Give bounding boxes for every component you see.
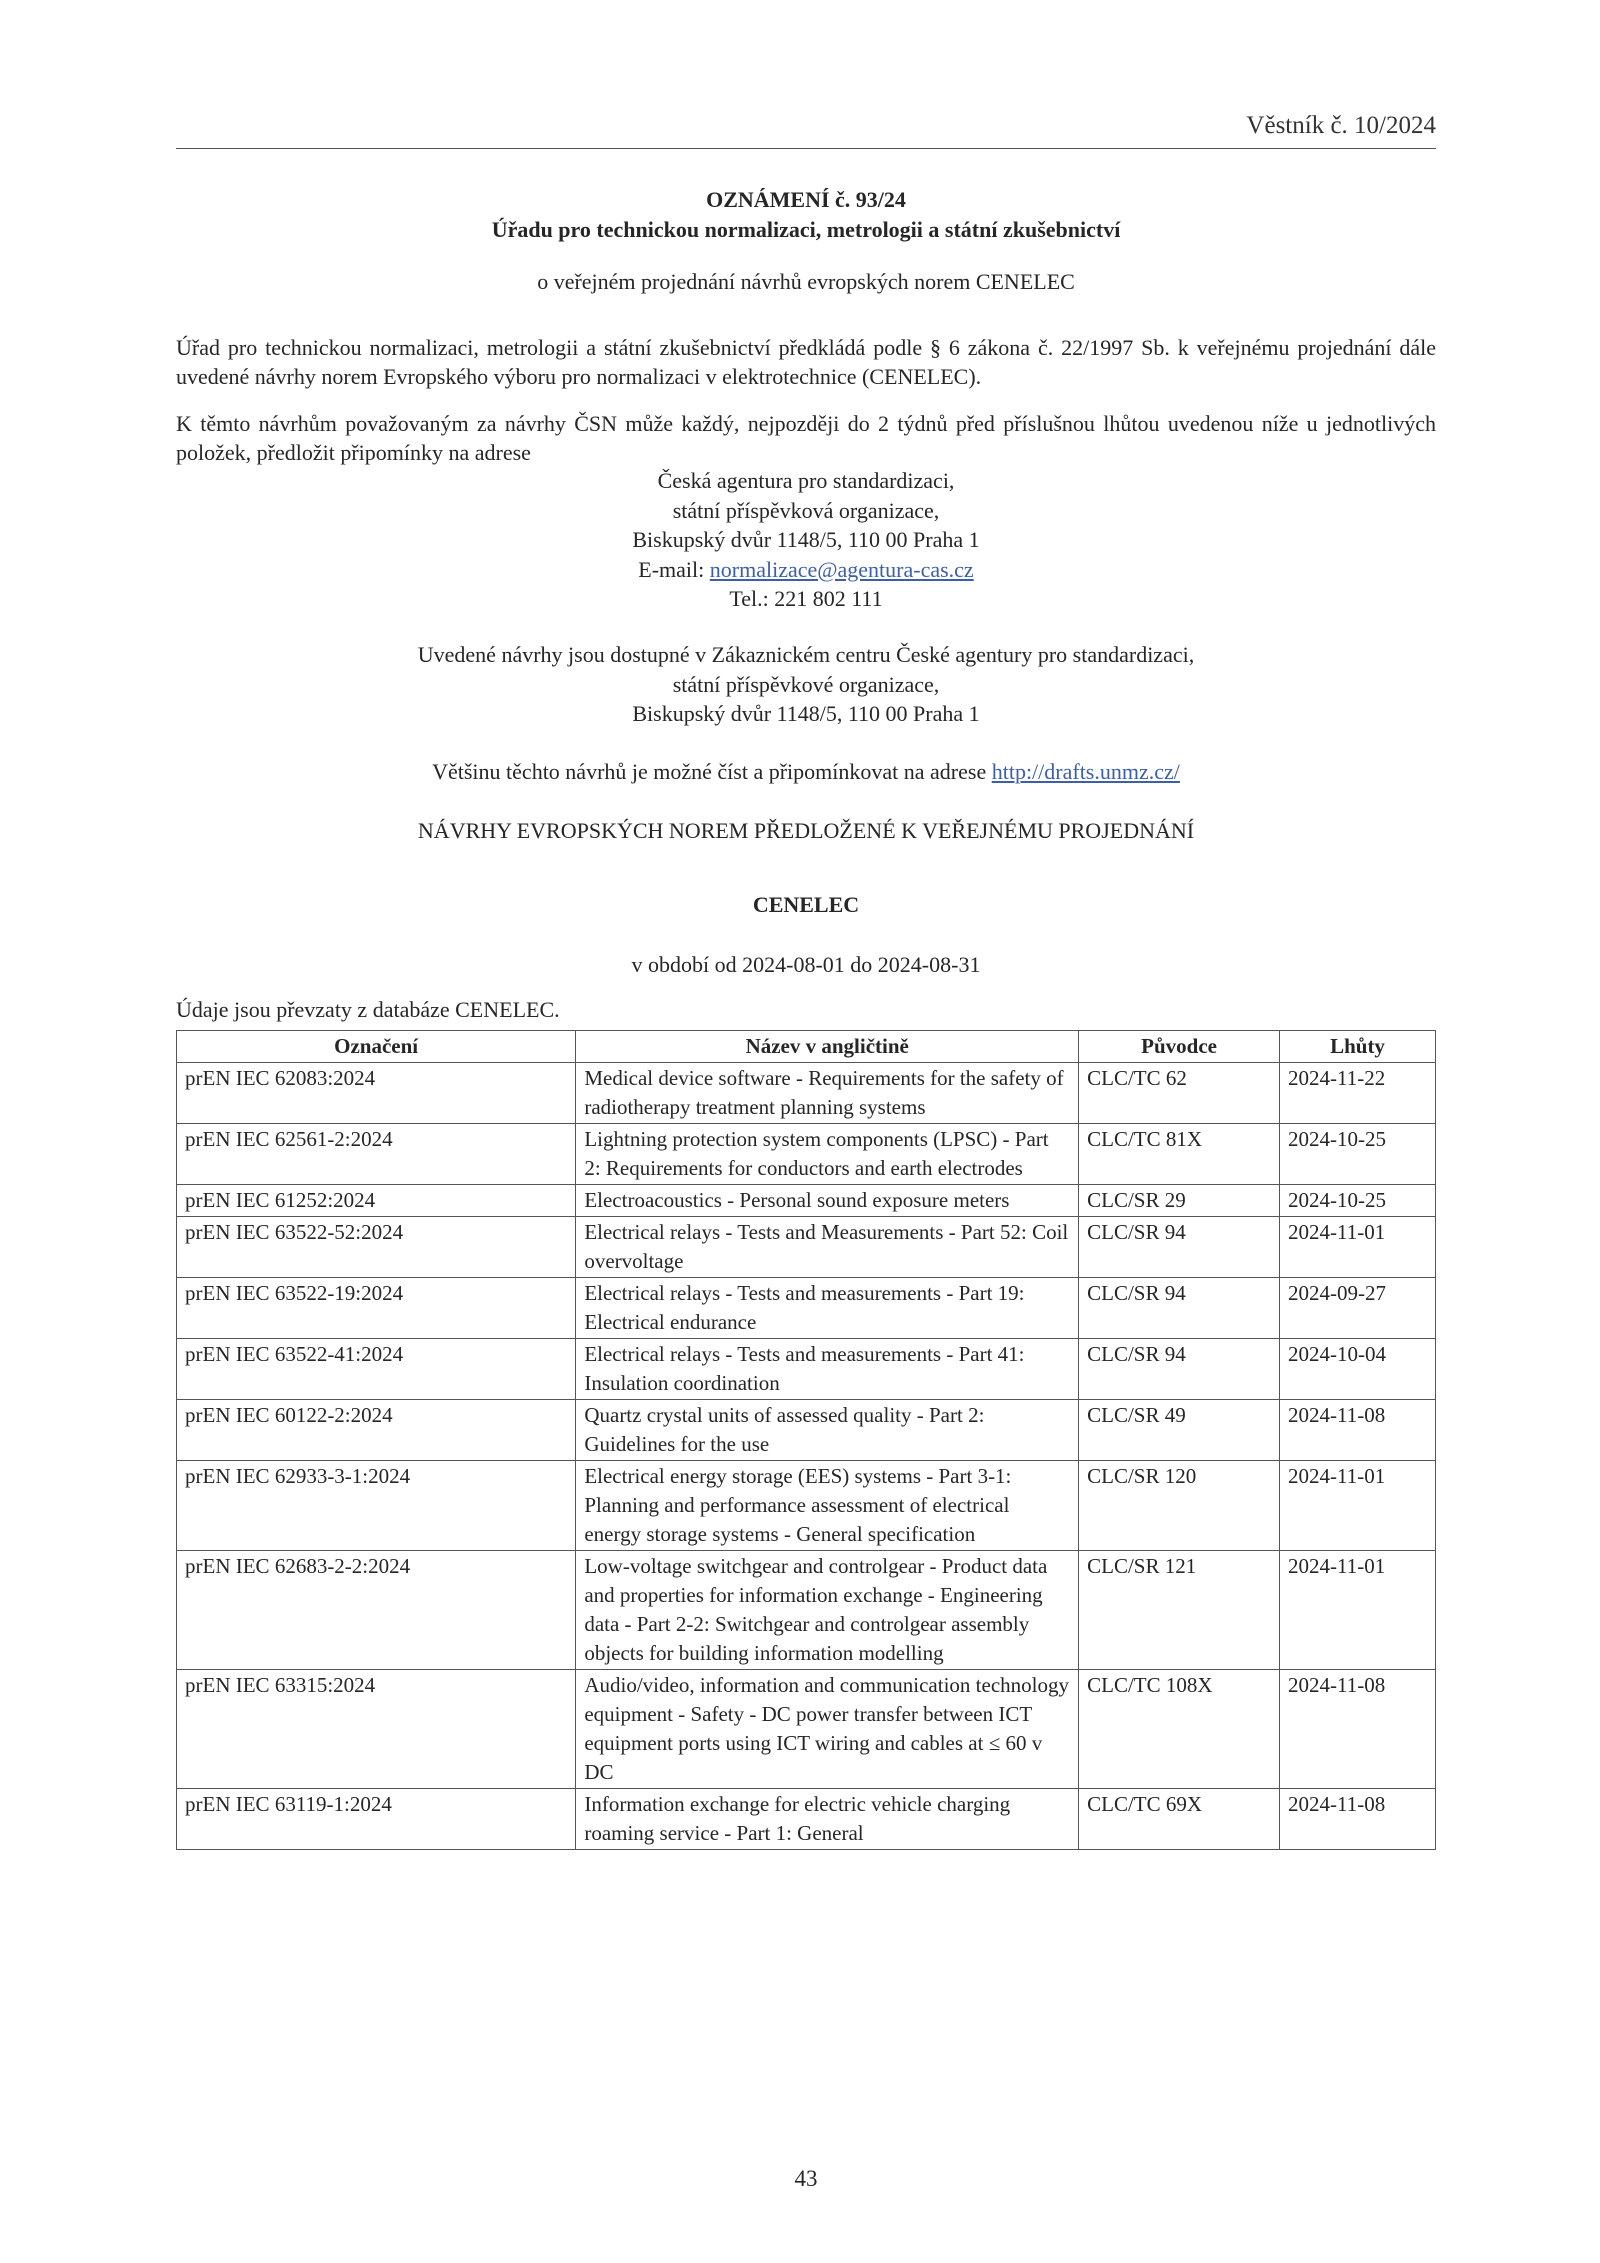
cell-title: Electroacoustics - Personal sound exposure meters [576,1185,1079,1217]
cell-originator: CLC/SR 120 [1079,1461,1280,1551]
cell-designation: prEN IEC 63522-52:2024 [177,1217,576,1278]
page-header [176,112,1436,149]
email-link[interactable]: normalizace@agentura-cas.cz [709,556,974,582]
cell-title: Electrical relays - Tests and Measurements - Part 52: Coil overvoltage [576,1217,1079,1278]
drafts-link[interactable]: http://drafts.unmz.cz/ [991,759,1180,784]
address-line: Biskupský dvůr 1148/5, 110 00 Praha 1 [632,527,980,552]
cell-deadline: 2024-11-22 [1280,1063,1436,1124]
cell-title: Electrical relays - Tests and measurements - Part 19: Electrical endurance [576,1278,1079,1339]
column-header-originator: Původce [1079,1031,1280,1063]
cell-deadline: 2024-11-01 [1280,1217,1436,1278]
table-row [177,1124,1436,1185]
column-header-title: Název v angličtině [576,1031,1079,1063]
table-row [177,1551,1436,1670]
issuing-office: Úřadu pro technickou normalizaci, metrologii a státní zkušebnictví [491,217,1121,242]
announcement-subject: o veřejném projednání návrhů evropských norem CENELEC [537,269,1075,294]
cell-originator: CLC/TC 81X [1079,1124,1280,1185]
email-line [176,555,1436,585]
cell-deadline: 2024-09-27 [1280,1278,1436,1339]
cell-title: Audio/video, information and communication technology equipment - Safety - DC power transfer between ICT equipment ports using ICT wiring and cables at ≤ 60 v DC [576,1670,1079,1789]
cell-deadline: 2024-11-01 [1280,1461,1436,1551]
cell-originator: CLC/SR 29 [1079,1185,1280,1217]
phone-line: Tel.: 221 802 111 [729,586,883,611]
table-body [177,1063,1436,1850]
cell-title: Low-voltage switchgear and controlgear - Product data and properties for information exchange - Engineering data - Part 2-2: Switchgear and controlgear assembly objects for building information modelling [576,1551,1079,1670]
section-heading: NÁVRHY EVROPSKÝCH NOREM PŘEDLOŽENÉ K VEŘEJNÉMU PROJEDNÁNÍ [417,818,1195,843]
cell-title: Lightning protection system components (LPSC) - Part 2: Requirements for conductors and earth electrodes [576,1124,1079,1185]
cell-designation: prEN IEC 61252:2024 [177,1185,576,1217]
cell-originator: CLC/SR 94 [1079,1217,1280,1278]
comments-paragraph: K těmto návrhům považovaným za návrhy ČSN může každý, nejpozději do 2 týdnů před příslušnou lhůtou uvedenou níže u jednotlivých položek, předložit připomínky na adrese [176,411,1436,465]
table-row [177,1185,1436,1217]
column-header-designation: Označení [177,1031,576,1063]
cell-originator: CLC/SR 94 [1079,1339,1280,1400]
column-header-deadline: Lhůty [1280,1031,1436,1063]
page-number: 43 [794,2166,818,2191]
table-row [177,1789,1436,1850]
cell-title: Medical device software - Requirements for the safety of radiotherapy treatment planning systems [576,1063,1079,1124]
announcement-number: OZNÁMENÍ č. 93/24 [706,187,906,212]
source-note: Údaje jsou převzaty z databáze CENELEC. [176,997,560,1022]
cell-title: Electrical energy storage (EES) systems - Part 3-1: Planning and performance assessment of electrical energy storage systems - General specification [576,1461,1079,1551]
contact-address [176,466,1436,614]
cell-originator: CLC/SR 94 [1079,1278,1280,1339]
cell-originator: CLC/TC 62 [1079,1063,1280,1124]
cell-deadline: 2024-11-08 [1280,1400,1436,1461]
cell-deadline: 2024-11-08 [1280,1670,1436,1789]
organization-heading: CENELEC [752,892,860,917]
issue-label: Věstník č. 10/2024 [1246,112,1436,139]
address-line: Uvedené návrhy jsou dostupné v Zákaznickém centru České agentury pro standardizaci, [417,642,1195,667]
email-label: E-mail: [638,556,710,582]
table-row [177,1278,1436,1339]
table-row [177,1217,1436,1278]
cell-designation: prEN IEC 63522-19:2024 [177,1278,576,1339]
drafts-line [176,757,1436,787]
cell-title: Information exchange for electric vehicle charging roaming service - Part 1: General [576,1789,1079,1850]
cell-originator: CLC/TC 69X [1079,1789,1280,1850]
cell-deadline: 2024-10-25 [1280,1185,1436,1217]
cell-designation: prEN IEC 62561-2:2024 [177,1124,576,1185]
cell-deadline: 2024-11-08 [1280,1789,1436,1850]
cell-designation: prEN IEC 63119-1:2024 [177,1789,576,1850]
cell-originator: CLC/SR 49 [1079,1400,1280,1461]
table-row [177,1461,1436,1551]
address-line: Biskupský dvůr 1148/5, 110 00 Praha 1 [632,701,980,726]
address-line: státní příspěvková organizace, [672,497,940,523]
table-row [177,1063,1436,1124]
table-row [177,1670,1436,1789]
cell-deadline: 2024-10-25 [1280,1124,1436,1185]
availability-address [176,640,1436,729]
cell-originator: CLC/TC 108X [1079,1670,1280,1789]
table-row [177,1339,1436,1400]
address-line: Česká agentura pro standardizaci, [657,468,955,493]
cell-designation: prEN IEC 63315:2024 [177,1670,576,1789]
cell-designation: prEN IEC 62683-2-2:2024 [177,1551,576,1670]
title-block [176,185,1436,297]
cell-designation: prEN IEC 62083:2024 [177,1063,576,1124]
period-line: v období od 2024-08-01 do 2024-08-31 [631,952,981,977]
cell-originator: CLC/SR 121 [1079,1551,1280,1670]
table-row [177,1400,1436,1461]
drafts-text: Většinu těchto návrhů je možné číst a připomínkovat na adrese [432,759,992,784]
address-line: státní příspěvkové organizace, [672,671,940,697]
cell-title: Quartz crystal units of assessed quality - Part 2: Guidelines for the use [576,1400,1079,1461]
intro-paragraph: Úřad pro technickou normalizaci, metrologii a státní zkušebnictví předkládá podle § 6 zákona č. 22/1997 Sb. k veřejnému projednání dále uvedené návrhy norem Evropského výboru pro normalizaci v elektrotechnice (CENELEC). [176,335,1436,389]
cell-deadline: 2024-10-04 [1280,1339,1436,1400]
table-header-row [177,1031,1436,1063]
cell-designation: prEN IEC 62933-3-1:2024 [177,1461,576,1551]
cell-designation: prEN IEC 63522-41:2024 [177,1339,576,1400]
cell-title: Electrical relays - Tests and measurements - Part 41: Insulation coordination [576,1339,1079,1400]
norms-table [176,1030,1436,1850]
cell-designation: prEN IEC 60122-2:2024 [177,1400,576,1461]
cell-deadline: 2024-11-01 [1280,1551,1436,1670]
